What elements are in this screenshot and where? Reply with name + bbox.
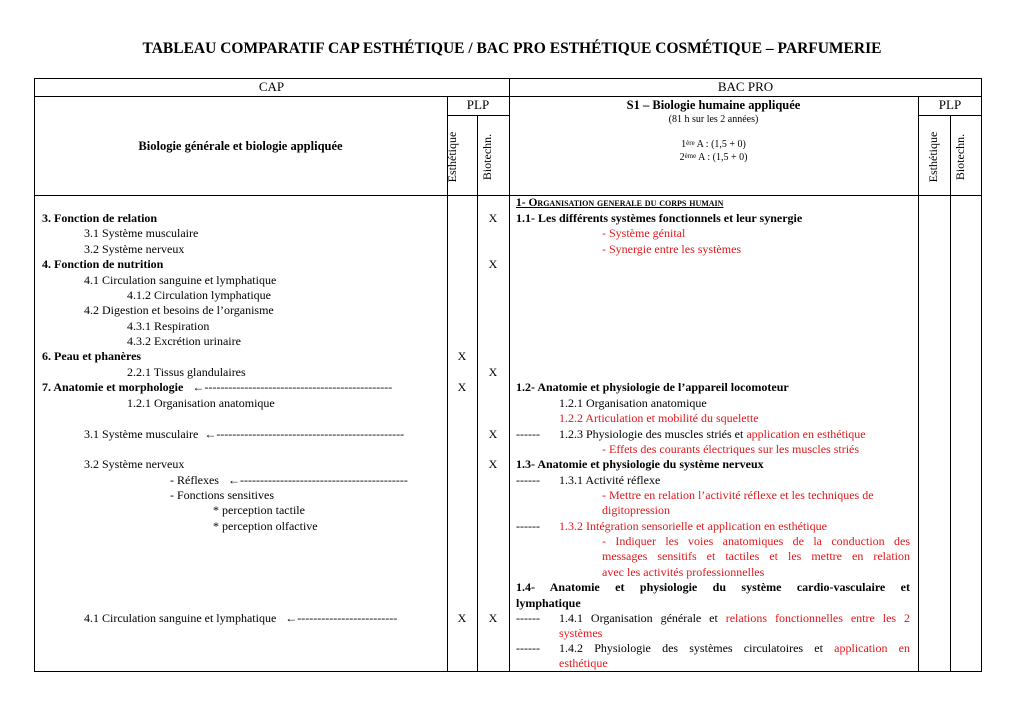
mark-biotechn: X (488, 257, 498, 271)
bac-hours: (81 h sur les 2 années) (668, 114, 759, 125)
cap-line-with-arrow (84, 427, 404, 441)
col-header-esthetique-right: Esthétique (926, 131, 940, 183)
divider-cap-bac (509, 78, 510, 672)
bac-line: 1.3.2 Intégration sensorielle et application en esthétique (559, 519, 827, 533)
cap-line: 4.1 Circulation sanguine et lymphatique (84, 611, 277, 625)
cap-line: - Réflexes (170, 473, 219, 487)
bac-dash: ------ (516, 519, 540, 533)
arrow-link: ←----------------------------------------------- (204, 427, 405, 441)
bac-line: - Indiquer les voies anatomiques de la conduction des (602, 534, 910, 548)
mark-biotechn: X (488, 365, 498, 379)
divider-body-row (34, 195, 982, 196)
cap-line-with-arrow (170, 473, 408, 487)
cap-line: 3.1 Système musculaire (84, 226, 199, 240)
divider-col-bio-right (950, 115, 951, 672)
mark-esthetique: X (457, 349, 467, 363)
bac-dash: ------ (516, 641, 540, 655)
bac-line: - Effets des courants électriques sur les muscles striés (602, 442, 860, 456)
bac-line: 1.4- Anatomie et physiologie du système cardio-vasculaire et (516, 580, 910, 594)
cap-line: 3.2 Système nerveux (84, 242, 185, 256)
cap-line: - Fonctions sensitives (170, 488, 274, 502)
arrow-link: ←------------------------- (285, 611, 398, 625)
arrow-link: ←------------------------------------------ (227, 473, 408, 487)
cap-line: 4.1 Circulation sanguine et lymphatique (84, 273, 277, 287)
cap-subject-title: Biologie générale et biologie appliquée (138, 139, 343, 153)
cap-line: * perception tactile (213, 503, 305, 517)
cap-line: 3. Fonction de relation (42, 211, 158, 225)
divider-col-bio-left (477, 115, 478, 672)
col-header-biotechn-right: Biotechn. (953, 133, 967, 181)
bac-year1-hours: 1ère A : (1,5 + 0) (681, 139, 746, 150)
bac-line: systèmes (559, 626, 603, 640)
mark-esthetique: X (457, 611, 467, 625)
mark-biotechn: X (488, 427, 498, 441)
bac-dash: ------ (516, 473, 540, 487)
col-header-biotechn-left: Biotechn. (480, 133, 494, 181)
bac-line: messages sensitifs et tactiles et les mettre en relation (602, 549, 910, 563)
bac-line: 1.4.1 Organisation générale et relations fonctionnelles entre les 2 (559, 611, 910, 625)
cap-line: 4. Fonction de nutrition (42, 257, 164, 271)
header-cap: CAP (258, 79, 285, 94)
bac-line: avec les activités professionnelles (602, 565, 765, 579)
cap-line: * perception olfactive (213, 519, 318, 533)
mark-biotechn: X (488, 611, 498, 625)
cap-line: 4.3.2 Excrétion urinaire (127, 334, 241, 348)
bac-line: 1.2.3 Physiologie des muscles striés et application en esthétique (559, 427, 866, 441)
cap-line-with-arrow (42, 380, 392, 394)
cap-line: 4.2 Digestion et besoins de l’organisme (84, 303, 274, 317)
bac-year2-hours: 2ème A : (1,5 + 0) (679, 152, 748, 163)
bac-line: 1.1- Les différents systèmes fonctionnels et leur synergie (516, 211, 803, 225)
page-title: TABLEAU COMPARATIF CAP ESTHÉTIQUE / BAC PRO ESTHÉTIQUE COSMÉTIQUE – PARFUMERIE (142, 40, 882, 57)
cap-line: 3.2 Système nerveux (84, 457, 185, 471)
header-plp-right: PLP (938, 97, 962, 112)
cap-line: 1.2.1 Organisation anatomique (127, 396, 275, 410)
bac-line: lymphatique (516, 596, 581, 610)
mark-esthetique: X (457, 380, 467, 394)
bac-line: - Mettre en relation l’activité réflexe et les techniques de (602, 488, 874, 502)
cap-line: 6. Peau et phanères (42, 349, 142, 363)
bac-line: 1.2.1 Organisation anatomique (559, 396, 707, 410)
bac-line: 1.4.2 Physiologie des systèmes circulatoires et application en (559, 641, 910, 655)
bac-dash: ------ (516, 611, 540, 625)
mark-biotechn: X (488, 457, 498, 471)
bac-line: 1.2.2 Articulation et mobilité du squelette (559, 411, 759, 425)
bac-line: 1.3- Anatomie et physiologie du système nerveux (516, 457, 764, 471)
divider-col-esth-right (918, 96, 919, 672)
arrow-link: ←----------------------------------------------- (192, 380, 393, 394)
header-plp-left: PLP (466, 97, 490, 112)
col-header-esthetique-left: Esthétique (445, 131, 459, 183)
bac-line: - Synergie entre les systèmes (602, 242, 742, 256)
cap-line: 7. Anatomie et morphologie (42, 380, 184, 394)
header-bac-pro: BAC PRO (717, 79, 774, 94)
bac-subject-title: S1 – Biologie humaine appliquée (626, 98, 801, 112)
cap-line: 4.3.1 Respiration (127, 319, 210, 333)
cap-line-with-arrow (84, 611, 397, 625)
bac-line: - Système génital (602, 226, 686, 240)
cap-line: 2.2.1 Tissus glandulaires (127, 365, 246, 379)
bac-dash: ------ (516, 427, 540, 441)
cap-line: 4.1.2 Circulation lymphatique (127, 288, 271, 302)
bac-line: 1.2- Anatomie et physiologie de l’appareil locomoteur (516, 380, 789, 394)
cap-line: 3.1 Système musculaire (84, 427, 199, 441)
bac-line: esthétique (559, 656, 608, 670)
bac-line: digitopression (602, 503, 670, 517)
divider-plp-left (447, 115, 509, 116)
bac-line: 1.3.1 Activité réflexe (559, 473, 661, 487)
bac-section-1: 1- Organisation generale du corps humain (516, 197, 724, 209)
mark-biotechn: X (488, 211, 498, 225)
divider-header-row (34, 96, 982, 97)
